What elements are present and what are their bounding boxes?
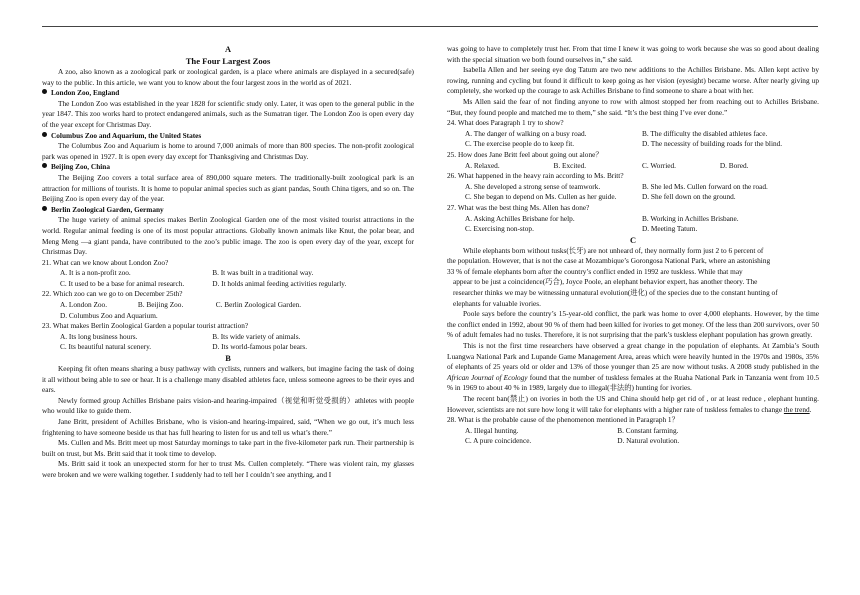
option-row [447,129,819,140]
text-line: the population. However, that is not the case at Mozambique’s Gorongosa National Park, where an astonishing [447,256,771,266]
option: C. A pure coincidence. [465,436,532,446]
zoo-text: The Beijing Zoo covers a total surface area of 890,000 square meters. The traditionally-built zoological park is an attraction for millions of tourists. It is home to popular animal species such as giant pandas, South China tigers, and so on. The Beijing Zoo is open every day of the year. [42,172,414,204]
bullet-icon [42,89,47,94]
section-b-paragraph: Isabella Allen and her seeing eye dog Tatum are two new additions to the Achilles Brisbane. Ms. Allen kept active by rowing, running and cycling but found it difficult to keep going as her vision (eyesight) became worse. After nearly giving up completely, she worked up the courage to ask Achilles Brisbane to find someone to share a boat with her. [447,65,819,96]
text-line: appear to be just a coincidence(巧合), Joyce Poole, an elephant behavior expert, has another theory. The [453,277,758,287]
zoo-text: The huge variety of animal species makes Berlin Zoological Garden one of the most visited tourist attractions in the world. Regular animal feeding is one of its most popular attractions. Globally known animals like Knut, the polar bear, and Meng Meng —a giant panda, have contributed to the zoo’s public image. The zoo is open every day of the year, except for Christmas Day. [42,215,414,257]
option: D. The necessity of building roads for the blind. [642,139,783,149]
option-row [447,214,819,225]
bullet-icon [42,206,47,211]
zoo-text: The London Zoo was established in the year 1828 for scientific study only. Later, it was open to the general public in the year 1847. This zoo works hard to protect endangered animals, such as the Sumatran tiger. The London Zoo is open every day of the year except for Christmas Day. [42,98,414,129]
bullet-icon [42,163,47,168]
bullet-icon [42,132,47,137]
option-row [447,224,819,235]
option-row [447,161,819,172]
option: D. Meeting Tatum. [642,224,698,234]
zoo-heading: Berlin Zoological Garden, Germany [42,205,414,216]
zoo-heading: Columbus Zoo and Aquarium, the United States [42,131,414,142]
section-c-paragraph: This is not the first time researchers have observed a great change in the population of elephants. At Zambia’s South Luangwa National Park and Lupande Game Management Area, areas which were heavily hunted in the 1970s and 1980s, 35% of elephants of 25 years old or older and 13% of those younger than 25 are now without tusks. A 2008 study published in the African Journal of Ecology found that the number of tuskless females at the Ruaha National Park in Tanzania went from 10.5 % in 1969 to about 40 % in 1989, largely due to illegal(非法的) hunting for ivories. [447,341,819,393]
question-stem: 27. What was the best thing Ms. Allen has done? [447,202,590,212]
option: A. She developed a strong sense of teamwork. [465,181,601,191]
option-row [42,311,414,322]
text-line: elephants for valuable ivories. [453,298,541,308]
option: B. She led Ms. Cullen forward on the road. [642,181,768,191]
option-row [447,139,819,150]
section-b-paragraph: Ms Allen said the fear of not finding anyone to row with almost stopped her from reaching out to Achilles Brisbane. “But, they found people and matched me to them,” she said. “It’s the best thing I’ve ever done.” [447,96,819,117]
section-a-intro: A zoo, also known as a zoological park or zoological garden, is a place where animals are displayed in a secured(safe) way to the public. In this article, we want you to know about the four largest zoos in the world as of 2021. [42,67,414,87]
section-c-paragraph: Poole says before the country’s 15-year-old conflict, the park was home to over 4,000 elephants. However, by the time the conflict ended in 1992, about 90 % of them had been killed for ivories to get money. Of the less than 200 survivors, over 50 % of adult females had no tusks. Therefore, it is not surprising that the park’s tuskless elephant population has grown greatly. [447,309,819,340]
option: C. Worried. [642,160,676,170]
section-b-paragraph-cont: was going to have to completely trust her. From that time I knew it was going to work because she was so good about dealing with the special situation we both found ourselves in,” she said. [447,44,819,64]
question-stem: 28. What is the probable cause of the phenomenon mentioned in Paragraph 1？ [447,415,679,425]
option-row [42,332,414,343]
option: B. It was built in a traditional way. [212,268,314,278]
section-a-letter: A [224,45,232,54]
option: D. It holds animal feeding activities regularly. [212,278,347,288]
top-rule [42,26,818,27]
section-b-paragraph: Ms. Cullen and Ms. Britt meet up most Saturday mornings to take part in the five-kilometer park run. Their partnership is built on trust, but Ms. Britt said that it took time to develop. [42,438,414,458]
option: B. The difficulty the disabled athletes face. [642,128,768,138]
option: D. Its world-famous polar bears. [212,342,308,352]
option: B. Working in Achilles Brisbane. [642,213,739,223]
option: B. Beijing Zoo. [137,300,184,310]
zoo-text: The Columbus Zoo and Aquarium is home to around 7,000 animals of more than 800 species. The non-profit zoological park was opened in 1927. It is open every day except for Thanksgiving and Christmas Day. [42,141,414,161]
section-b-paragraph-split: Ms. Britt said it took an unexpected storm for her to trust Ms. Cullen completely. “There was violent rain, my glasses were broken and we were walking together. I suddenly had to tell her I couldn’t see anything, and I [42,459,414,479]
option: A. It is a non-profit zoo. [60,268,131,278]
option: A. Illegal hunting. [465,425,519,435]
text-line: researcher thinks we may be witnessing unnatural evolution(进化) of the species due to the constant hunting of [453,288,778,298]
option: A. The danger of walking on a busy road. [465,128,587,138]
option-row [447,436,819,447]
option-row [42,268,414,279]
underlined-phrase: the trend [783,404,810,414]
option: D. Bored. [719,160,749,170]
option-row [42,300,414,311]
section-b-paragraph: Newly formed group Achilles Brisbane pairs vision-and hearing-impaired（视觉和听觉受损的）athletes with people who would like to guide them. [42,395,414,416]
question-stem: 26. What happened in the heavy rain according to Ms. Britt? [447,171,624,181]
option: C. Its beautiful natural scenery. [60,342,152,352]
option: C. She began to depend on Ms. Cullen as her guide. [465,192,617,202]
section-b-letter: B [225,354,231,364]
question-stem: 21. What can we know about London Zoo? [42,257,169,267]
right-column [447,44,819,447]
question-stem: 24. What does Paragraph 1 try to show? [447,118,564,128]
option: D. Natural evolution. [617,436,680,446]
option: C. The exercise people do to keep fit. [465,139,575,149]
option: D. Columbus Zoo and Aquarium. [60,310,158,320]
option-row [447,426,819,437]
option: D. She fell down on the ground. [642,192,736,202]
section-c-paragraph: The recent ban(禁止) on ivories in both the US and China should help get rid of , or at least reduce , elephant hunting. However, scientists are not sure how long it will take for elephants with a higher rate of tuskless females to change the trend. [447,394,819,414]
option-row [42,279,414,290]
option: A. London Zoo. [60,300,108,310]
question-stem: 22. Which zoo can we go to on December 25th? [42,289,183,299]
option-row [447,192,819,203]
option-row [42,342,414,353]
question-stem: 23. What makes Berlin Zoological Garden a popular tourist attraction? [42,321,249,331]
option: A. Asking Achilles Brisbane for help. [465,213,575,223]
section-b-paragraph: Keeping fit often means sharing a busy pathway with cyclists, runners and walkers, but imagine facing the task of doing it all without being able to see or hear. It is a challenge many disabled athletes face, unless someone agrees to be their eyes and ears. [42,364,414,395]
text-line: 33 % of female elephants born after the country’s conflict ended in 1992 are tuskless. While that may [447,266,743,276]
option: A. Relaxed. [465,160,500,170]
option: C. Exercising non-stop. [465,224,534,234]
option: B. Constant farming. [617,425,679,435]
section-c-letter: C [629,235,637,245]
left-column [42,44,414,481]
option: A. Its long business hours. [60,331,138,341]
zoo-heading: London Zoo, England [42,88,414,99]
text-line: While elephants born without tusks(长牙) are not unheard of, they normally form just 2 to 6 percent of [463,245,764,255]
option: C. It used to be a base for animal research. [60,278,185,288]
option-row [447,182,819,193]
section-a-title: The Four Largest Zoos [185,56,271,66]
option: B. Its wide variety of animals. [212,331,301,341]
option: C. Berlin Zoological Garden. [215,300,302,310]
zoo-heading: Beijing Zoo, China [42,162,414,173]
question-stem: 25. How does Jane Britt feel about going out alone？ [447,149,603,159]
option: B. Excited. [553,160,587,170]
journal-name: African Journal of Ecology [447,372,528,382]
section-c-paragraph-1 [447,246,819,310]
section-b-paragraph: Jane Britt, president of Achilles Brisbane, who is vision-and hearing-impaired, said, “When we go out, it’s much less frightening to have someone beside us that has full hearing to listen for us and tell us what’s there.” [42,417,414,437]
